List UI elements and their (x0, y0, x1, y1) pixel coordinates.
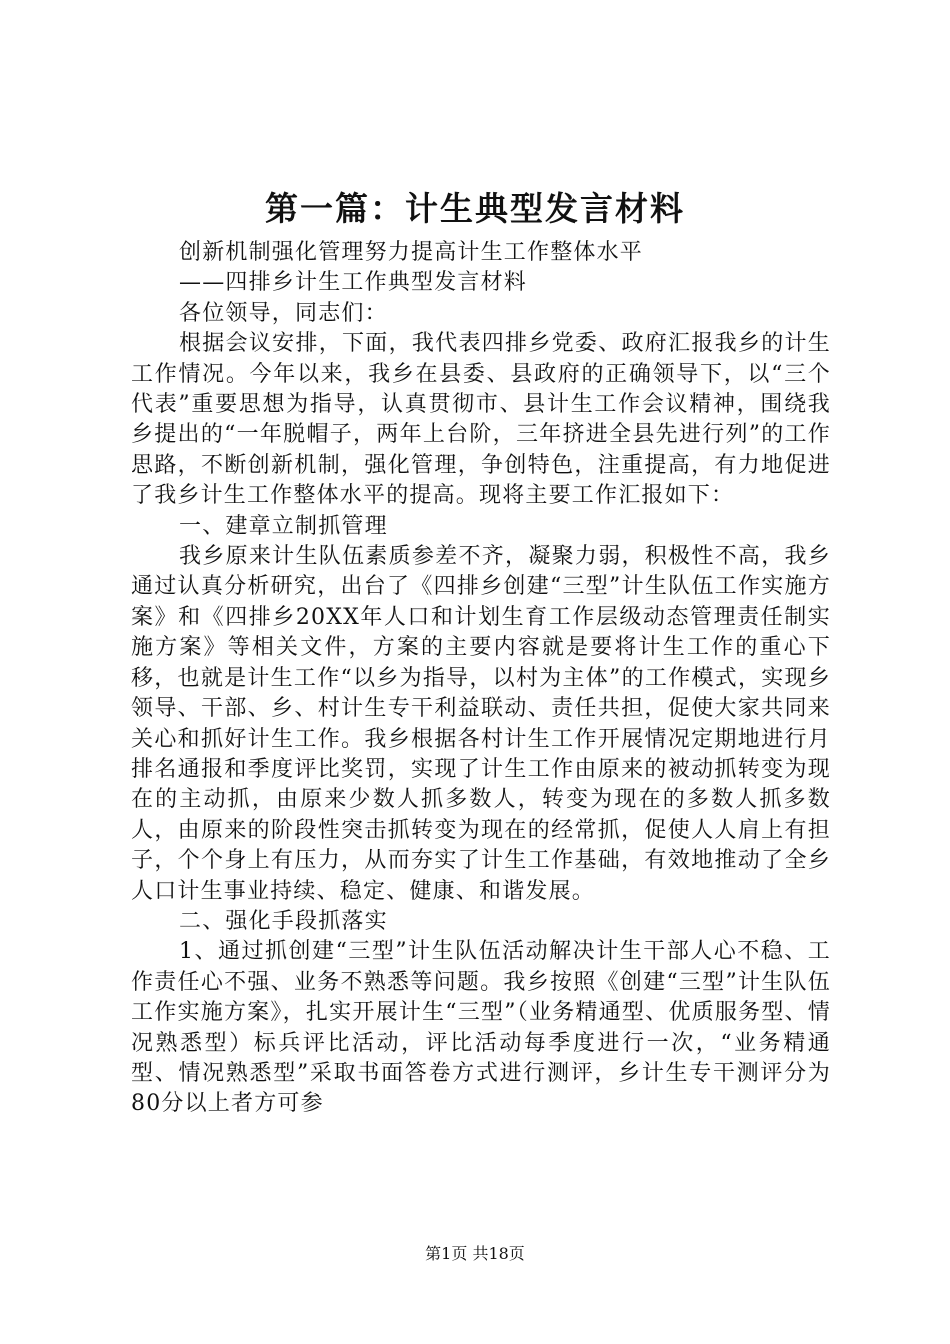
section-2-paragraph: 1、通过抓创建“三型”计生队伍活动解决计生干部人心不稳、工作责任心不强、业务不熟悉等问题。我乡按照《创建“三型”计生队伍工作实施方案》，扎实开展计生“三型”（业务精通型、优质服务型、情况熟悉型）标兵评比活动，评比活动每季度进行一次，“业务精通型、情况熟悉型”采取书面答卷方式进行测评，乡计生专干测评分为80分以上者方可参 (131, 939, 831, 1117)
speech-title: 创新机制强化管理努力提高计生工作整体水平 (179, 240, 644, 265)
salutation: 各位领导，同志们： (179, 300, 388, 326)
document-body (131, 238, 831, 1120)
document-title: 第一篇：计生典型发言材料 (265, 189, 685, 228)
section-heading-2: 二、强化手段抓落实 (179, 908, 388, 934)
section-heading-1: 一、建章立制抓管理 (179, 513, 388, 539)
page-number: 第1页 共18页 (425, 1244, 525, 1263)
intro-paragraph: 根据会议安排，下面，我代表四排乡党委、政府汇报我乡的计生工作情况。今年以来，我乡在县委、县政府的正确领导下，以“三个代表”重要思想为指导，认真贯彻市、县计生工作会议精神，围绕我乡提出的“一年脱帽子，两年上台阶，三年挤进全县先进行列”的工作思路，不断创新机制，强化管理，争创特色，注重提高，有力地促进了我乡计生工作整体水平的提高。现将主要工作汇报如下： (131, 331, 831, 509)
speech-subtitle: ——四排乡计生工作典型发言材料 (179, 270, 528, 296)
page-footer (0, 1243, 950, 1265)
section-1-paragraph: 我乡原来计生队伍素质参差不齐，凝聚力弱，积极性不高，我乡通过认真分析研究，出台了《四排乡创建“三型”计生队伍工作实施方案》和《四排乡20XX年人口和计划生育工作层级动态管理责任制实施方案》等相关文件，方案的主要内容就是要将计生工作的重心下移，也就是计生工作“以乡为指导，以村为主体”的工作模式，实现乡领导、干部、乡、村计生专干利益联动、责任共担，促使大家共同来关心和抓好计生工作。我乡根据各村计生工作开展情况定期地进行月排名通报和季度评比奖罚，实现了计生工作由原来的被动抓转变为现在的主动抓，由原来少数人抓多数人，转变为现在的多数人抓多数人，由原来的阶段性突击抓转变为现在的经常抓，促使人人肩上有担子，个个身上有压力，从而夯实了计生工作基础，有效地推动了全乡人口计生事业持续、稳定、健康、和谐发展。 (131, 544, 831, 904)
